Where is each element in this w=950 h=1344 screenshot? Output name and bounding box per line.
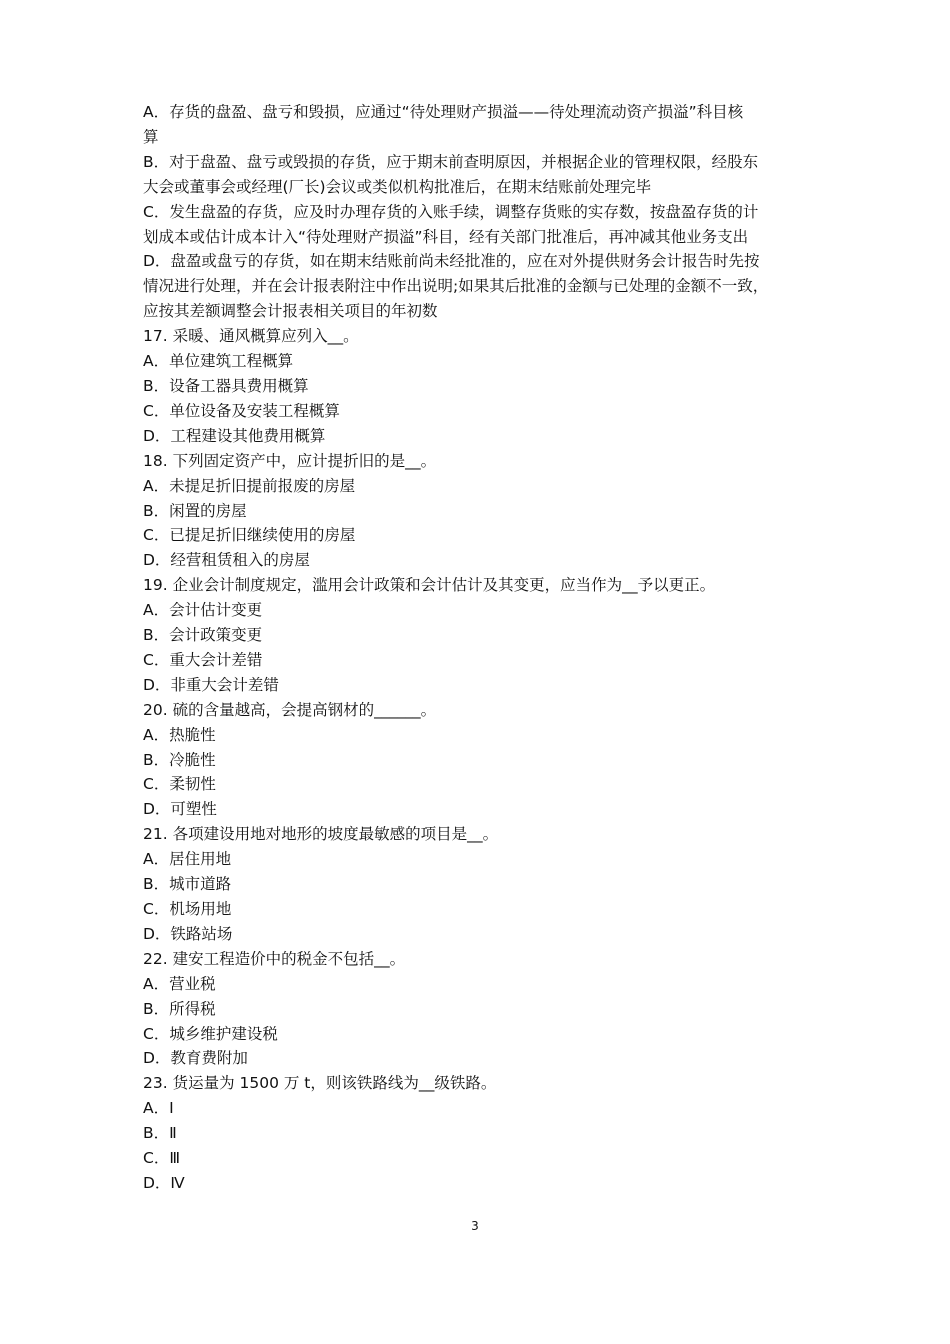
text-line: D．盘盈或盘亏的存货，如在期末结账前尚未经批准的，应在对外提供财务会计报告时先按 — [143, 252, 760, 271]
option-23c: C．Ⅲ — [143, 1149, 181, 1168]
option-20d: D．可塑性 — [143, 800, 217, 819]
option-22d: D．教育费附加 — [143, 1049, 248, 1068]
option-18c: C．已提足折旧继续使用的房屋 — [143, 526, 356, 545]
option-19d: D．非重大会计差错 — [143, 675, 279, 694]
text-line: 情况进行处理，并在会计报表附注中作出说明;如果其后批准的金额与已处理的金额不一致， — [143, 277, 769, 296]
option-18a: A．未提足折旧提前报废的房屋 — [143, 476, 356, 495]
option-21a: A．居住用地 — [143, 850, 232, 869]
text-line: C．发生盘盈的存货，应及时办理存货的入账手续，调整存货账的实存数，按盘盈存货的计 — [143, 202, 759, 221]
question-23: 23. 货运量为 1500 万 t，则该铁路线为__级铁路。 — [143, 1074, 497, 1093]
option-19a: A．会计估计变更 — [143, 601, 263, 620]
option-17b: B．设备工器具费用概算 — [143, 376, 309, 395]
option-18b: B．闲置的房屋 — [143, 501, 247, 520]
option-21d: D．铁路站场 — [143, 924, 233, 943]
option-22a: A．营业税 — [143, 974, 216, 993]
option-18d: D．经营租赁租入的房屋 — [143, 551, 310, 570]
question-22: 22. 建安工程造价中的税金不包括__。 — [143, 949, 406, 968]
option-16a — [143, 100, 813, 150]
option-21b: B．城市道路 — [143, 875, 232, 894]
option-19b: B．会计政策变更 — [143, 626, 263, 645]
text-line: 应按其差额调整会计报表相关项目的年初数 — [143, 302, 438, 321]
option-17c: C．单位设备及安装工程概算 — [143, 401, 340, 420]
question-17: 17. 采暖、通风概算应列入__。 — [143, 327, 359, 346]
question-21: 21. 各项建设用地对地形的坡度最敏感的项目是__。 — [143, 825, 499, 844]
option-20c: C．柔韧性 — [143, 775, 216, 794]
option-17a: A．单位建筑工程概算 — [143, 352, 294, 371]
option-23a: A．Ⅰ — [143, 1099, 174, 1118]
question-18: 18. 下列固定资产中，应计提折旧的是__。 — [143, 451, 437, 470]
option-16d — [143, 249, 813, 324]
page-number: 3 — [471, 1219, 479, 1233]
text-line: 算 — [143, 127, 159, 146]
option-23b: B．Ⅱ — [143, 1124, 177, 1143]
option-19c: C．重大会计差错 — [143, 650, 263, 669]
option-16b — [143, 150, 813, 200]
text-line: 大会或董事会或经理(厂长)会议或类似机构批准后，在期末结账前处理完毕 — [143, 177, 652, 196]
text-line: A．存货的盘盈、盘亏和毁损，应通过“待处理财产损溢——待处理流动资产损溢”科目核 — [143, 103, 744, 121]
option-20a: A．热脆性 — [143, 725, 216, 744]
option-20b: B．冷脆性 — [143, 750, 216, 769]
option-21c: C．机场用地 — [143, 900, 232, 918]
option-23d: D．Ⅳ — [143, 1173, 185, 1192]
option-22c: C．城乡维护建设税 — [143, 1024, 278, 1043]
text-line: B．对于盘盈、盘亏或毁损的存货，应于期末前查明原因，并根据企业的管理权限，经股东 — [143, 152, 759, 171]
document-body — [143, 100, 813, 1196]
text-line: 划成本或估计成本计入“待处理财产损溢”科目，经有关部门批准后，再冲减其他业务支出 — [143, 227, 749, 246]
question-19: 19. 企业会计制度规定，滥用会计政策和会计估计及其变更，应当作为__予以更正。 — [143, 576, 716, 595]
option-16c — [143, 200, 813, 250]
option-22b: B．所得税 — [143, 999, 216, 1018]
question-20: 20. 硫的含量越高，会提高钢材的______。 — [143, 700, 437, 719]
option-17d: D．工程建设其他费用概算 — [143, 426, 326, 445]
